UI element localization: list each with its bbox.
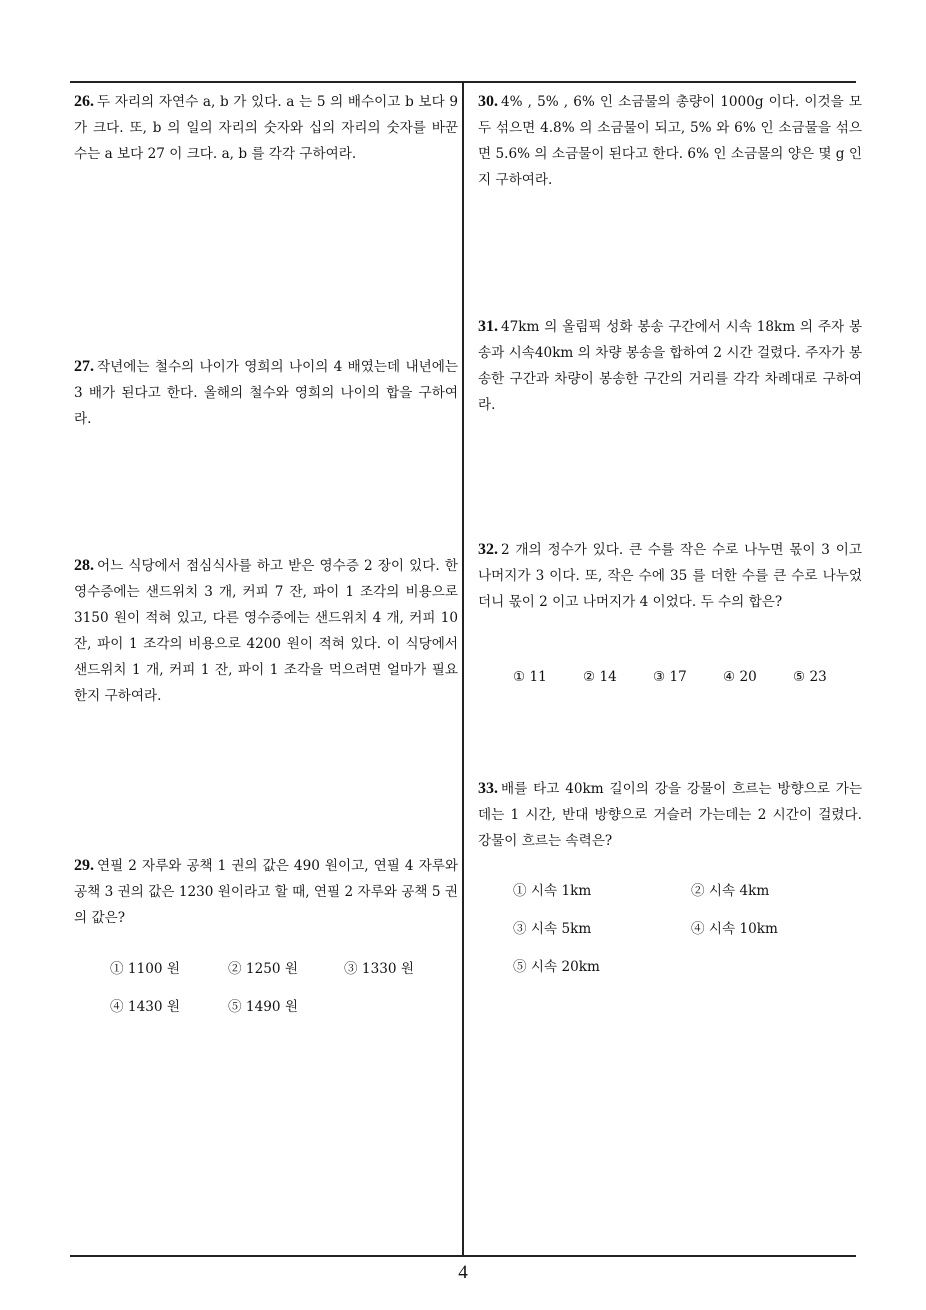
question-29-choices <box>110 956 450 1026</box>
question-text: 어느 식당에서 점심식사를 하고 받은 영수증 2 장이 있다. 한 영수증에는 샌드위치 3 개, 커피 7 잔, 파이 1 조각의 비용으로 3150 원이 적혀 있고, 다른 영수증에는 샌드위치 4 개, 커피 10 잔, 파이 1 조각의 비용으로 4200 원이 적혀 있다. 이 식당에서 샌드위치 1 개, 커피 1 잔, 파이 1 조각을 먹으려면 얼마가 필요한지 구하여라. <box>74 558 458 704</box>
choice-2[interactable]: ② 시속 4km <box>691 883 770 899</box>
choice-4[interactable]: ④ 20 <box>723 669 757 685</box>
question-32 <box>478 537 862 615</box>
question-text: 47km 의 올림픽 성화 봉송 구간에서 시속 18km 의 주자 봉송과 시속40km 의 차량 봉송을 합하여 2 시간 걸렸다. 주자가 봉송한 구간과 차량이 봉송한 구간의 거리를 각각 차례대로 구하여라. <box>478 319 862 413</box>
question-29 <box>74 853 458 931</box>
choice-3[interactable]: ③ 시속 5km <box>513 921 592 937</box>
question-33-choices <box>513 878 853 978</box>
question-text: 2 개의 정수가 있다. 큰 수를 작은 수로 나누면 몫이 3 이고 나머지가 3 이다. 또, 작은 수에 35 를 더한 수를 큰 수로 나누었더니 몫이 2 이고 나머지가 4 이었다. 두 수의 합은? <box>478 542 862 610</box>
choice-3[interactable]: ③ 17 <box>653 669 687 685</box>
choice-5[interactable]: ⑤ 1490 원 <box>228 999 298 1015</box>
question-number: 26. <box>74 93 94 110</box>
question-number: 31. <box>478 318 498 335</box>
question-text: 배를 타고 40km 길이의 강을 강물이 흐르는 방향으로 가는데는 1 시간, 반대 방향으로 거슬러 가는데는 2 시간이 걸렸다. 강물이 흐르는 속력은? <box>478 781 862 849</box>
question-text: 작년에는 철수의 나이가 영희의 나이의 4 배였는데 내년에는 3 배가 된다고 한다. 올해의 철수와 영희의 나이의 합을 구하여라. <box>74 359 458 427</box>
question-number: 28. <box>74 557 94 574</box>
question-number: 32. <box>478 541 498 558</box>
question-text: 두 자리의 자연수 a, b 가 있다. a 는 5 의 배수이고 b 보다 9 가 크다. 또, b 의 일의 자리의 숫자와 십의 자리의 숫자를 바꾼 수는 a 보다 27 이 크다. a, b 를 각각 구하여라. <box>74 94 458 162</box>
column-divider <box>462 82 464 1256</box>
bottom-rule <box>70 1255 856 1257</box>
question-number: 33. <box>478 780 498 797</box>
question-31 <box>478 314 862 418</box>
choice-2[interactable]: ② 14 <box>583 669 617 685</box>
question-text: 연필 2 자루와 공책 1 권의 값은 490 원이고, 연필 4 자루와 공책 3 권의 값은 1230 원이라고 할 때, 연필 2 자루와 공책 5 권의 값은? <box>74 858 458 926</box>
choice-3[interactable]: ③ 1330 원 <box>344 961 414 977</box>
question-28 <box>74 553 458 709</box>
question-26 <box>74 89 458 167</box>
choice-4[interactable]: ④ 1430 원 <box>110 999 180 1015</box>
choice-5[interactable]: ⑤ 시속 20km <box>513 959 600 975</box>
question-number: 27. <box>74 358 94 375</box>
choice-2[interactable]: ② 1250 원 <box>228 961 298 977</box>
choice-4[interactable]: ④ 시속 10km <box>691 921 778 937</box>
choice-1[interactable]: ① 1100 원 <box>110 961 180 977</box>
question-30 <box>478 89 862 193</box>
question-number: 30. <box>478 93 498 110</box>
question-27 <box>74 354 458 432</box>
question-text: 4% , 5% , 6% 인 소금물의 총량이 1000g 이다. 이것을 모두 섞으면 4.8% 의 소금물이 되고, 5% 와 6% 인 소금물을 섞으면 5.6% 의 소금물이 된다고 한다. 6% 인 소금물의 양은 몇 g 인지 구하여라. <box>478 94 862 188</box>
question-number: 29. <box>74 857 94 874</box>
choice-5[interactable]: ⑤ 23 <box>793 669 827 685</box>
question-32-choices <box>513 664 853 694</box>
choice-1[interactable]: ① 11 <box>513 669 547 685</box>
choice-1[interactable]: ① 시속 1km <box>513 883 592 899</box>
page-number: 4 <box>458 1262 468 1283</box>
question-33 <box>478 776 862 854</box>
